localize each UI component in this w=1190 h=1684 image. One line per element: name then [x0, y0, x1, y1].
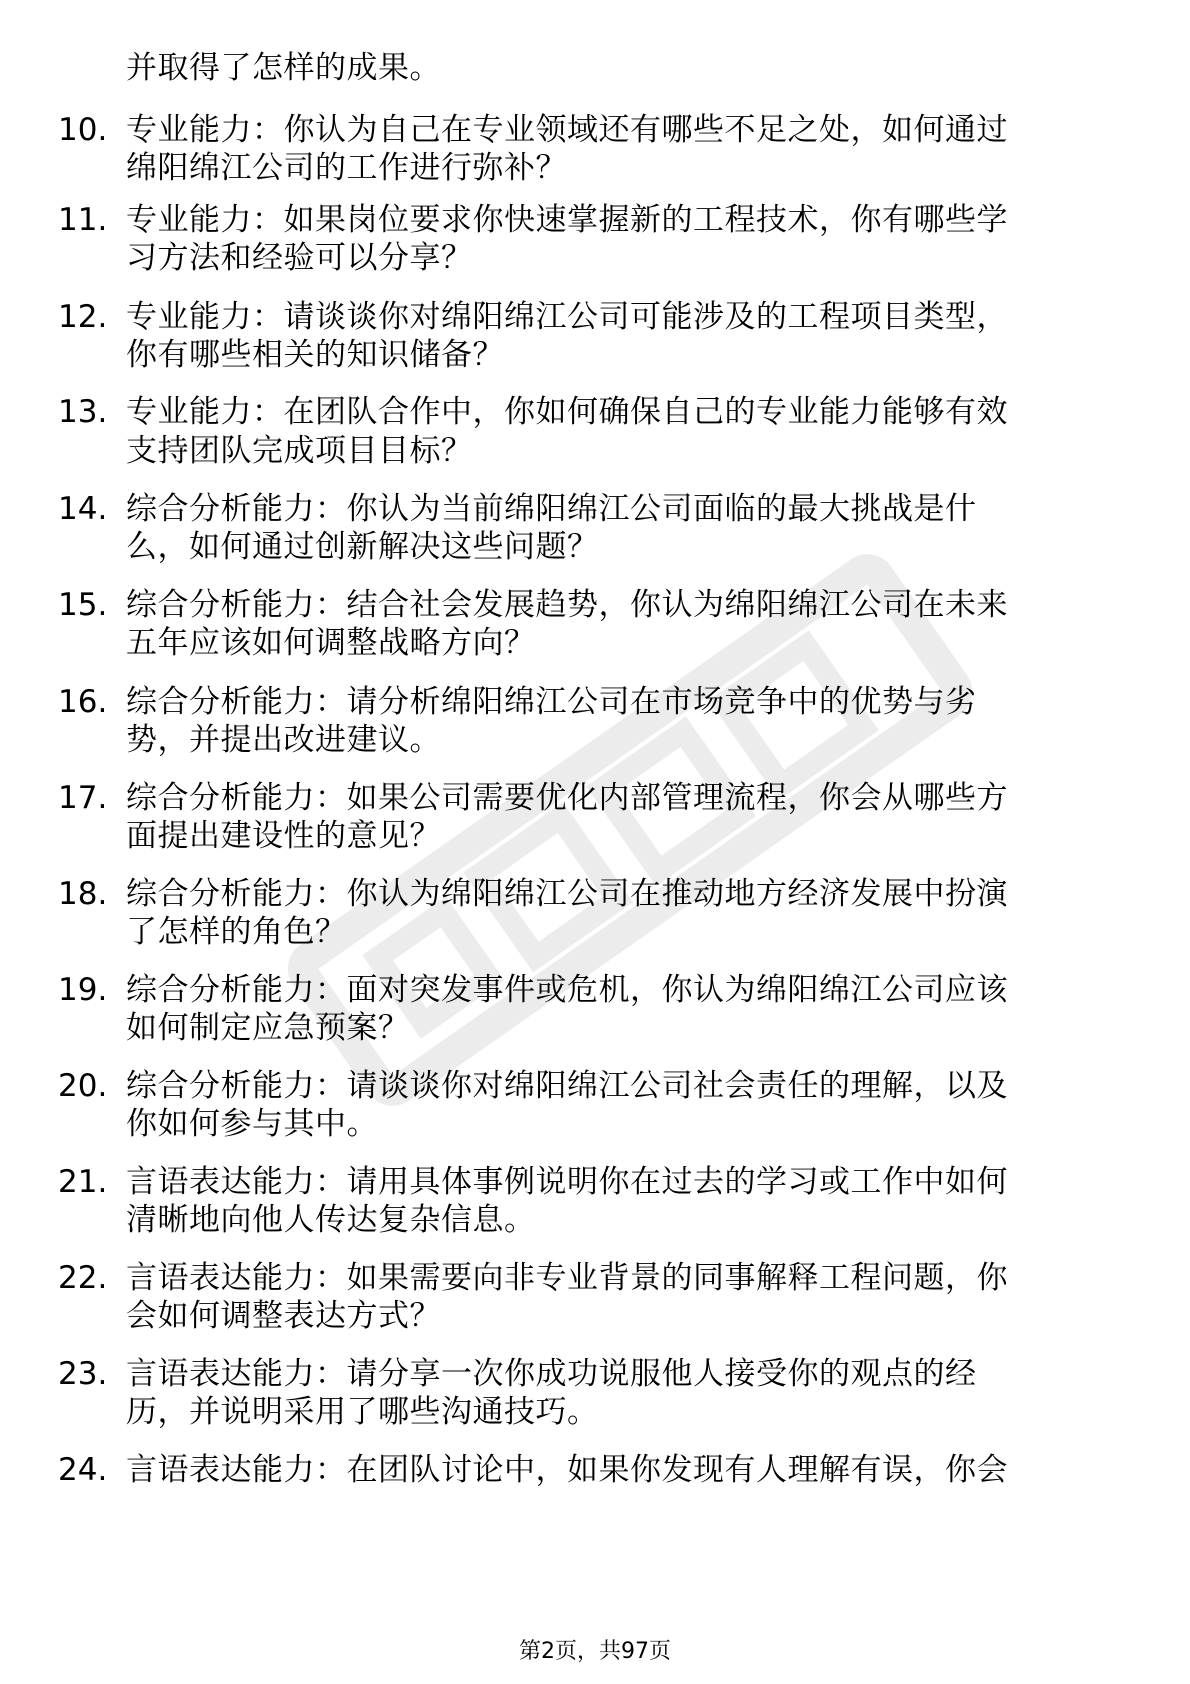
page-number-footer: 第2页，共97页 — [519, 1639, 671, 1664]
item-number: 24. — [58, 1452, 108, 1488]
intro-line: 并取得了怎样的成果。 — [126, 50, 441, 86]
item-number: 18. — [58, 876, 108, 912]
item-line: 言语表达能力：请分享一次你成功说服他人接受你的观点的经 — [126, 1356, 977, 1392]
item-line: 习方法和经验可以分享？ — [126, 240, 473, 276]
item-line: 专业能力：你认为自己在专业领域还有哪些不足之处，如何通过 — [126, 112, 1008, 148]
item-line: 综合分析能力：面对突发事件或危机，你认为绵阳绵江公司应该 — [126, 972, 1008, 1008]
item-line: 专业能力：在团队合作中，你如何确保自己的专业能力能够有效 — [126, 394, 1008, 430]
item-line: 综合分析能力：请谈谈你对绵阳绵江公司社会责任的理解，以及 — [126, 1068, 1008, 1104]
item-line: 言语表达能力：如果需要向非专业背景的同事解释工程问题，你 — [126, 1260, 1008, 1296]
item-number: 20. — [58, 1068, 108, 1104]
item-line: 支持团队完成项目目标？ — [126, 433, 473, 469]
item-number: 16. — [58, 684, 108, 720]
item-line: 综合分析能力：结合社会发展趋势，你认为绵阳绵江公司在未来 — [126, 587, 1008, 623]
item-number: 15. — [58, 587, 108, 623]
item-line: 势，并提出改进建议。 — [126, 722, 441, 758]
item-line: 如何制定应急预案？ — [126, 1010, 410, 1046]
item-number: 10. — [58, 112, 108, 148]
item-number: 21. — [58, 1164, 108, 1200]
item-line: 言语表达能力：请用具体事例说明你在过去的学习或工作中如何 — [126, 1164, 1008, 1200]
item-line: 会如何调整表达方式？ — [126, 1298, 441, 1334]
item-line: 清晰地向他人传达复杂信息。 — [126, 1202, 536, 1238]
item-number: 13. — [58, 394, 108, 430]
item-line: 你如何参与其中。 — [126, 1106, 378, 1142]
item-number: 22. — [58, 1260, 108, 1296]
item-line: 历，并说明采用了哪些沟通技巧。 — [126, 1394, 599, 1430]
item-line: 专业能力：如果岗位要求你快速掌握新的工程技术，你有哪些学 — [126, 202, 1008, 238]
item-line: 综合分析能力：如果公司需要优化内部管理流程，你会从哪些方 — [126, 780, 1008, 816]
item-line: 专业能力：请谈谈你对绵阳绵江公司可能涉及的工程项目类型， — [126, 299, 1008, 335]
item-line: 绵阳绵江公司的工作进行弥补？ — [126, 150, 567, 186]
item-line: 综合分析能力：你认为当前绵阳绵江公司面临的最大挑战是什 — [126, 491, 977, 527]
item-number: 19. — [58, 972, 108, 1008]
item-number: 12. — [58, 299, 108, 335]
item-line: 五年应该如何调整战略方向？ — [126, 625, 536, 661]
item-number: 23. — [58, 1356, 108, 1392]
item-line: 综合分析能力：请分析绵阳绵江公司在市场竞争中的优势与劣 — [126, 684, 977, 720]
item-number: 17. — [58, 780, 108, 816]
item-line: 你有哪些相关的知识储备？ — [126, 337, 504, 373]
item-line: 面提出建设性的意见？ — [126, 818, 441, 854]
item-line: 了怎样的角色？ — [126, 914, 347, 950]
item-number: 11. — [58, 202, 108, 238]
item-line: 言语表达能力：在团队讨论中，如果你发现有人理解有误，你会 — [126, 1452, 1008, 1488]
item-number: 14. — [58, 491, 108, 527]
item-line: 综合分析能力：你认为绵阳绵江公司在推动地方经济发展中扮演 — [126, 876, 1008, 912]
item-line: 么，如何通过创新解决这些问题？ — [126, 529, 599, 565]
